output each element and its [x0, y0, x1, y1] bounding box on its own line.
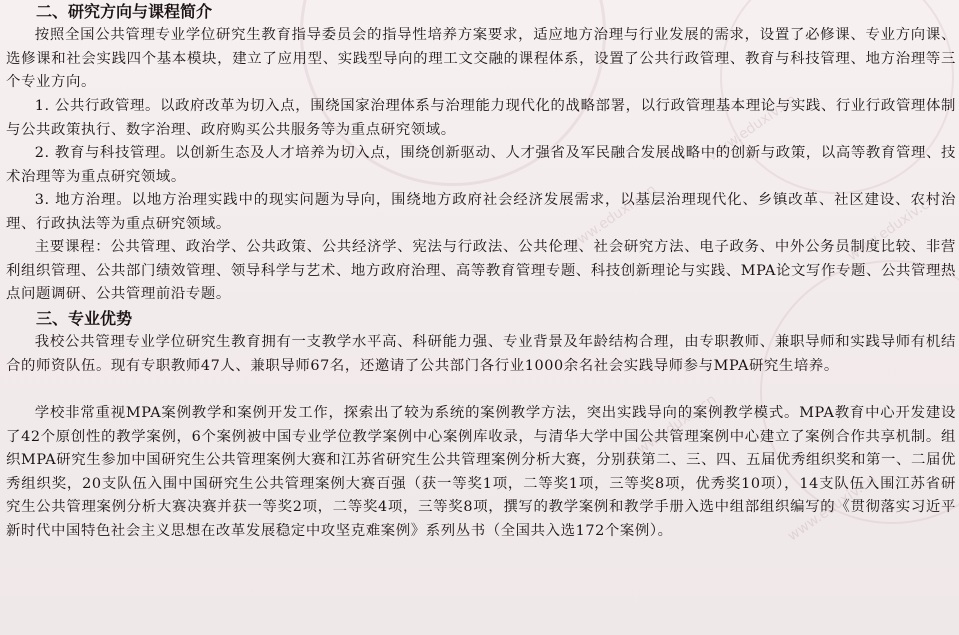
watermark: www.eduxiv.cn	[704, 91, 800, 165]
section-heading-advantages: 三、专业优势	[36, 309, 133, 328]
paragraph-education-tech: 2. 教育与科技管理。以创新生态及人才培养为切入点，围绕创新驱动、人才强省及军民融合发展战略中的创新与政策，以高等教育管理、技术治理等为重点研究领域。	[6, 145, 956, 185]
watermark: www.eduxiv.cn	[564, 181, 660, 255]
watermark: www.eduxiv.cn	[624, 391, 720, 465]
watermark: www.eduxiv.cn	[844, 191, 940, 265]
document-body	[6, 0, 956, 591]
watermark: www.eduxiv.cn	[784, 471, 880, 545]
paragraph-local-governance: 3. 地方治理。以地方治理实践中的现实问题为导向，围绕地方政府社会经济发展需求，以基层治理现代化、乡镇改革、社区建设、农村治理、行政执法等为重点研究领域。	[6, 192, 956, 232]
paragraph-public-administration: 1. 公共行政管理。以政府改革为切入点，围绕国家治理体系与治理能力现代化的战略部署，以行政管理基本理论与实践、行业行政管理体制与公共政策执行、数字治理、政府购买公共服务等为重点研究领域。	[6, 98, 956, 138]
paragraph-case-teaching: 学校非常重视MPA案例教学和案例开发工作，探索出了较为系统的案例教学方法，突出实践导向的案例教学模式。MPA教育中心开发建设了42个原创性的教学案例，6个案例被中国专业学位教学案例中心案例库收录，与清华大学中国公共管理案例中心建立了案例合作共享机制。组织MPA研究生参加中国研究生公共管理案例大赛和江苏省研究生公共管理案例分析大赛，分别获第二、三、四、五届优秀组织奖和第一、二届优秀组织奖，20支队伍入围中国研究生公共管理案例大赛百强（获一等奖1项，二等奖1项，三等奖8项，优秀奖10项），14支队伍入围江苏省研究生公共管理案例分析大赛决赛并获一等奖2项，二等奖4项，三等奖8项，撰写的教学案例和教学手册入选中组部组织编写的《贯彻落实习近平新时代中国特色社会主义思想在改革发展稳定中攻坚克难案例》系列丛书（全国共入选172个案例）。	[6, 405, 956, 539]
section-heading-research-directions: 二、研究方向与课程简介	[36, 2, 213, 21]
paragraph-faculty: 我校公共管理专业学位研究生教育拥有一支教学水平高、科研能力强、专业背景及年龄结构合理，由专职教师、兼职导师和实践导师有机结合的师资队伍。现有专职教师47人、兼职导师67名，还邀请了公共部门各行业1000余名社会实践导师参与MPA研究生培养。	[6, 334, 956, 374]
paragraph-main-courses: 主要课程：公共管理、政治学、公共政策、公共经济学、宪法与行政法、公共伦理、社会研究方法、电子政务、中外公务员制度比较、非营利组织管理、公共部门绩效管理、领导科学与艺术、地方政府治理、高等教育管理专题、科技创新理论与实践、MPA论文写作专题、公共管理热点问题调研、公共管理前沿专题。	[6, 239, 956, 303]
paragraph-intro: 按照全国公共管理专业学位研究生教育指导委员会的指导性培养方案要求，适应地方治理与行业发展的需求，设置了必修课、专业方向课、选修课和社会实践四个基本模块，建立了应用型、实践型导向的理工文交融的课程体系，设置了公共行政管理、教育与科技管理、地方治理等三个专业方向。	[6, 27, 956, 91]
